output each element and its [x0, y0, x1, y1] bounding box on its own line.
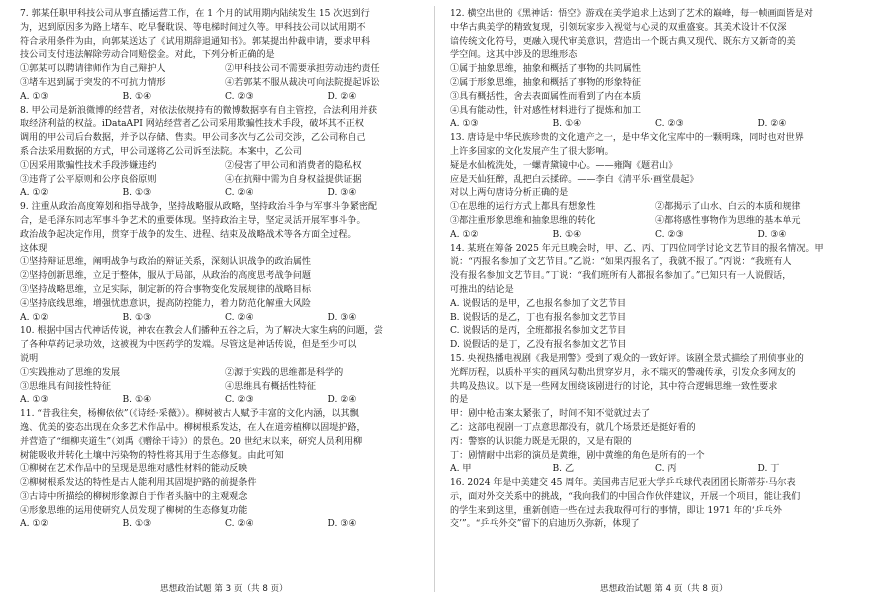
option-item: ①实践推动了思维的发展	[20, 367, 121, 378]
question-text-line: 为，迟到原因多为路上堵车、吃早餐耽误、等电梯时间过久等。甲科技公司以试用期不	[20, 22, 366, 33]
question-text-line: 对以上两句唐诗分析正确的是	[450, 188, 569, 199]
answer-choices	[20, 187, 430, 201]
option-item: ②甲科技公司不需要承担劳动违约责任	[225, 64, 380, 75]
question-text-line: 15. 央视热播电视剧《我是刑警》受到了观众的一致好评。该剧全景式描绘了刑侦事业的	[450, 353, 804, 364]
question-text-line: 甲：剧中枪击案太紧张了，时间不知不觉就过去了	[450, 409, 651, 420]
option-item: A. 甲	[450, 464, 472, 475]
question-text-line: 系合法采用数据的方式，甲公司遂将乙公司诉至法院。本案中，乙公司	[20, 146, 302, 157]
option-item: C. ②③	[225, 395, 254, 406]
question-text-line: 12. 横空出世的《黑神话：悟空》游戏在美学追求上达到了艺术的巅峰，每一帧画面皆是对	[450, 9, 813, 19]
option-item: C. ②④	[225, 188, 254, 199]
option-item: A. ①③	[20, 395, 49, 406]
question-text-line: 政治战争起决定作用，贯穿于战争的发生、进程、结束及战略战术等各方面全过程。	[20, 229, 357, 240]
option-item: B. ①④	[552, 119, 582, 130]
question-text-line: 调用的甲公司后台数据，并予以存储、售卖。甲公司多次与乙公司交涉，乙公司称自己	[20, 133, 366, 144]
option-item: D. 丁	[757, 464, 780, 475]
question-text-line: 谙传统文化符号，更融入现代审美意识，营造出一个既古典又现代、既东方又新奇的美	[450, 36, 796, 47]
question-text-line: ④具有能动性，针对感性材料进行了提炼和加工	[450, 105, 641, 116]
question-text-line: 树能吸收并转化土壤中污染物的特性将其用于生态修复。由此可知	[20, 450, 284, 461]
question-text-line: ②属于形象思维，抽象和概括了事物的形象特征	[450, 77, 641, 88]
question-text-line: 丁：剧情耐中出彩的演员是黄维，剧中黄维的角色是所有的一个	[450, 450, 705, 461]
option-item: A. ①②	[450, 229, 479, 240]
option-item: C. ②④	[225, 312, 254, 323]
question-text-line: 10. 根据中国古代神话传说，神农在教会人们播种五谷之后，为了解决大家生病的问题，尝	[20, 326, 383, 337]
option-item: ④都将感性事物作为思维的基本单元	[655, 215, 801, 226]
question-text-line: 8. 甲公司是新浪微博的经营者，对依法依规持有的微博数据享有自主管控，合法利用并获	[20, 105, 378, 116]
option-item: ④思维具有概括性特征	[225, 381, 316, 392]
option-item: D. ③④	[757, 229, 787, 240]
question-text-line: 上许多国家的文化发展产生了很大影响。	[450, 146, 614, 157]
question-text-line: 这体现	[20, 243, 48, 254]
option-item: B. 乙	[552, 464, 575, 475]
question-text-line: 取经济利益的权益。iDataAPI 网站经营者乙公司采用欺骗性技术手段，破坏其不正权	[20, 119, 364, 130]
answer-choices	[20, 312, 430, 326]
question-text-line: C. 说假话的是丙，全班都报名参加文艺节目	[450, 326, 627, 337]
option-item: D. ②④	[327, 91, 357, 102]
answer-choices	[20, 91, 430, 105]
option-item: A. ①②	[20, 519, 49, 530]
question-text-line: 16. 2024 年是中美建交 45 周年。美国弗吉尼亚大学乒乓球代表团团长斯蒂芬·马尔表	[450, 478, 796, 489]
statement-options	[450, 201, 860, 229]
question-text-line: 中华古典美学的精致复现，引领玩家步入视觉与心灵的双重盛宴。其美术设计不仅深	[450, 22, 787, 33]
option-item: C. ②③	[655, 229, 684, 240]
answer-choices	[20, 394, 430, 408]
option-item: D. ②④	[757, 119, 787, 130]
question-text-line: 光辉历程，以质朴平实的画风勾勒出贯穿岁月，永不瑞灭的警魂传承，引发众多网友的	[450, 367, 796, 378]
option-item: ③思维具有间接性特征	[20, 381, 111, 392]
option-item: ②源于实践的思维都是科学的	[225, 367, 344, 378]
option-item: A. ①③	[450, 119, 479, 130]
question-text-line: 合，是毛泽东同志军事斗争艺术的重要体现。坚持政治主导，坚定灵活开展军事斗争。	[20, 215, 366, 226]
statement-options	[20, 367, 430, 395]
option-item: ④在抗辩中需为自身权益提供证据	[225, 174, 362, 185]
option-item: D. ③④	[327, 188, 357, 199]
option-item: B. ①③	[122, 519, 152, 530]
question-text-line: ③坚持战略思维，立足实际，制定新的符合事物变化发展规律的战略目标	[20, 284, 312, 295]
question-text-line: 并营造了“细柳夹道生”（刘禹《赠徐干诗》）的景色。20 世纪末以来，研究人员利用柳	[20, 436, 363, 447]
answer-choices	[450, 118, 860, 132]
option-item: D. ③④	[327, 519, 357, 530]
question-text-line: 丙：警察的认识能力既是无限的，又是有限的	[450, 436, 632, 447]
question-text-line: D. 说假话的是丁，乙没有报名参加文艺节目	[450, 340, 627, 351]
option-item: D. ③④	[327, 312, 357, 323]
question-text-line: 疑是水仙梳洗处，一螺青黛镜中心。——雍陶《题君山》	[450, 160, 678, 171]
option-item: ①在思维的运行方式上都具有想象性	[450, 202, 596, 213]
right-page-column	[450, 8, 860, 578]
option-item: A. ①②	[20, 188, 49, 199]
page-divider	[434, 6, 435, 592]
question-text-line: 示，面对外交关系中的挑战，“我向我们的中国合作伙伴建议，开展一个项目，能让我们	[450, 491, 801, 502]
question-text-line: 说明	[20, 353, 39, 364]
answer-choices	[20, 518, 430, 532]
option-item: C. ②③	[225, 91, 254, 102]
question-text-line: 的学生来到这里，重新创造一些在过去我取得可行的事情，即让 1971 年的‘乒乓外	[450, 505, 782, 516]
question-text-line: 交’”。“乒乓外交”留下的启迪历久弥新，体现了	[450, 519, 640, 530]
option-item: A. ①③	[20, 91, 49, 102]
option-item: ②都揭示了山水、白云的本质和规律	[655, 202, 801, 213]
question-text-line: 共鸣及热议。以下是一些网友围绕该剧进行的讨论，其中符合逻辑思维一致性要求	[450, 381, 778, 392]
option-item: B. ①④	[122, 395, 152, 406]
option-item: A. ①②	[20, 312, 49, 323]
option-item: B. ①③	[122, 188, 152, 199]
question-text-line: 7. 郭某任职甲科技公司从事直播运营工作，在 1 个月的试用期内陆续发生 15 次迟到行	[20, 9, 370, 19]
question-text-line: 14. 某班在筹备 2025 年元旦晚会时，甲、乙、丙、丁四位同学讨论文艺节目的报名情况。甲	[450, 243, 824, 254]
question-text-line: 11. “昔我往矣，杨柳依依”（《诗经·采薇》）。柳树被古人赋予丰富的文化内涵，以其飘	[20, 409, 359, 420]
question-text-line: ①坚持辩证思维，阐明战争与政治的辩证关系，深刻认识战争的政治属性	[20, 257, 312, 268]
question-text-line: 没有报名参加文艺节目。”丁说：“我们班所有人都报名参加了。”已知只有一人说假话，	[450, 271, 792, 282]
question-text-line: 13. 唐诗是中华民族珍贵的文化遗产之一，是中华文化宝库中的一颗明珠，同时也对世界	[450, 133, 804, 144]
page-footer-left: 思想政治试题 第 3 页（共 8 页）	[160, 584, 288, 594]
question-text-line: 9. 注重从政治高度筹划和指导战争，坚持战略服从政略，坚持政治斗争与军事斗争紧密配	[20, 202, 378, 213]
option-item: ①郭某可以聘请律师作为自己辩护人	[20, 64, 166, 75]
option-item: ②侵害了甲公司和消费者的隐私权	[225, 160, 362, 171]
question-text-line: 学空间。这其中涉及的思维形态	[450, 50, 578, 61]
question-text-line: ④坚持底线思维，增强忧患意识，提高防控能力，着力防范化解重大风险	[20, 298, 312, 309]
question-text-line: 可推出的结论是	[450, 284, 514, 295]
answer-choices	[450, 229, 860, 243]
question-text-line: 符合录用条件为由，向郭某送达了《试用期辞退通知书》。郭某提出仲裁申请，要求甲科	[20, 36, 371, 47]
question-text-line: ①属于抽象思维，抽象和概括了事物的共同属性	[450, 64, 641, 75]
statement-options	[20, 63, 430, 91]
option-item: B. ①④	[552, 229, 582, 240]
question-text-line: 了各种草药记录功效，这被视为中医药学的发端。尽管这是神话传说，但是至少可以	[20, 340, 357, 351]
option-item: C. ②④	[225, 519, 254, 530]
statement-options	[20, 160, 430, 188]
question-text-line: ③具有概括性，舍去表面属性而看到了内在本质	[450, 91, 641, 102]
left-page-column	[20, 8, 430, 578]
question-text-line: 乙：这部电视剧一丁点意思都没有，就几个场景还是挺好看的	[450, 422, 696, 433]
question-text-line: B. 说假话的是乙，丁也有报名参加文艺节目	[450, 312, 627, 323]
option-item: C. ②③	[655, 119, 684, 130]
question-text-line: A. 说假话的是甲，乙也报名参加了文艺节目	[450, 298, 627, 309]
page-footer-right: 思想政治试题 第 4 页（共 8 页）	[600, 584, 728, 594]
question-text-line: 应是天仙狂醉，乱把白云揉碎。——李白《清平乐·画堂晨起》	[450, 174, 699, 185]
option-item: ③都注重形象思维和抽象思维的转化	[450, 215, 596, 226]
option-item: D. ②④	[327, 395, 357, 406]
question-text-line: ②坚持创新思维，立足于整体，服从于局部，从政治的高度思考战争问题	[20, 271, 312, 282]
question-text-line: ②柳树根系发达的特性是古人能利用其固堤护路的前提条件	[20, 478, 257, 489]
option-item: ①因采用欺骗性技术手段涉嫌违约	[20, 160, 157, 171]
question-text-line: ④形象思维的运用使研究人员发现了柳树的生态修复功能	[20, 505, 248, 516]
question-text-line: ③古诗中所描绘的柳树形象源自于作者头脑中的主观观念	[20, 491, 248, 502]
question-text-line: 技公司支付违法解除劳动合同赔偿金。对此，下列分析正确的是	[20, 50, 275, 61]
question-text-line: ①柳树在艺术作品中的呈现是思维对感性材料的能动反映	[20, 464, 248, 475]
option-item: B. ①④	[122, 91, 152, 102]
option-item: ④若郭某不服从裁决可向法院提起诉讼	[225, 77, 380, 88]
question-text-line: 逸、优美的姿态出现在众多艺术作品中。柳树根系发达，在人在道旁植柳以固堤护路，	[20, 422, 366, 433]
option-item: B. ①③	[122, 312, 152, 323]
option-item: ③堵车迟到属于突发的不可抗力情形	[20, 77, 166, 88]
option-item: ③违背了公平原则和公序良俗原则	[20, 174, 157, 185]
option-item: C. 丙	[655, 464, 677, 475]
question-text-line: 的是	[450, 395, 469, 406]
question-text-line: 说：“丙报名参加了文艺节目。”乙说：“如果丙报名了，我就不报了。”丙说：“我班有人	[450, 257, 792, 268]
answer-choices	[450, 463, 860, 477]
